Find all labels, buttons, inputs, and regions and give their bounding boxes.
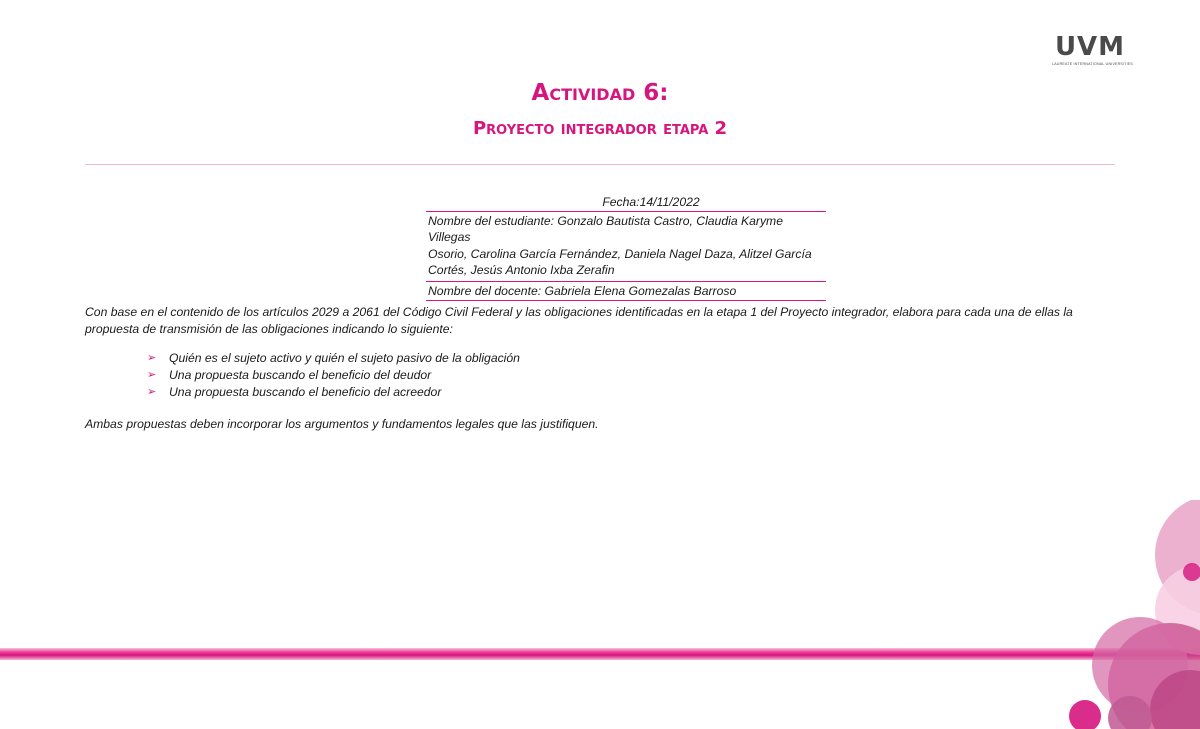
arrow-bullet-icon: ➢ xyxy=(147,369,157,381)
teacher-name: Nombre del docente: Gabriela Elena Gomezalas Barroso xyxy=(426,282,826,302)
list-item xyxy=(147,366,847,383)
list-item-text: Una propuesta buscando el beneficio del acreedor xyxy=(169,384,442,399)
decorative-circles xyxy=(1040,500,1200,729)
header-divider xyxy=(85,164,1115,165)
uvm-logo xyxy=(1052,32,1134,68)
list-item-text: Una propuesta buscando el beneficio del deudor xyxy=(169,367,432,382)
student-line-2: Osorio, Carolina García Fernández, Daniela Nagel Daza, Alitzel García xyxy=(428,246,812,261)
closing-paragraph: Ambas propuestas deben incorporar los argumentos y fundamentos legales que las justifiquen. xyxy=(85,417,599,431)
logo-subtext: LAUREATE INTERNATIONAL UNIVERSITIES xyxy=(1052,62,1134,66)
list-item-text: Quién es el sujeto activo y quién el sujeto pasivo de la obligación xyxy=(169,350,520,365)
list-item xyxy=(147,349,847,366)
footer-band xyxy=(0,648,1200,660)
student-line-3: Cortés, Jesús Antonio Ixba Zerafin xyxy=(428,263,615,277)
arrow-bullet-icon: ➢ xyxy=(147,352,157,364)
requirements-list xyxy=(147,349,847,400)
project-subtitle: Proyecto integrador etapa 2 xyxy=(472,118,728,139)
student-names xyxy=(426,212,826,282)
logo-text: UVM xyxy=(1054,32,1126,62)
info-block xyxy=(426,194,826,301)
list-item xyxy=(147,383,847,400)
arrow-bullet-icon: ➢ xyxy=(147,386,157,398)
instructions-paragraph: Con base en el contenido de los artículos 2029 a 2061 del Código Civil Federal y las obligaciones identificadas en la etapa 1 del Proyecto integrador, elabora para cada una de ellas la propuesta de transmisión de las obligaciones indicando lo siguiente: xyxy=(85,305,1073,336)
activity-title: Actividad 6: xyxy=(531,80,669,106)
date-line: Fecha:14/11/2022 xyxy=(426,194,826,212)
student-line-1: Nombre del estudiante: Gonzalo Bautista Castro, Claudia Karyme Villegas xyxy=(428,213,783,244)
